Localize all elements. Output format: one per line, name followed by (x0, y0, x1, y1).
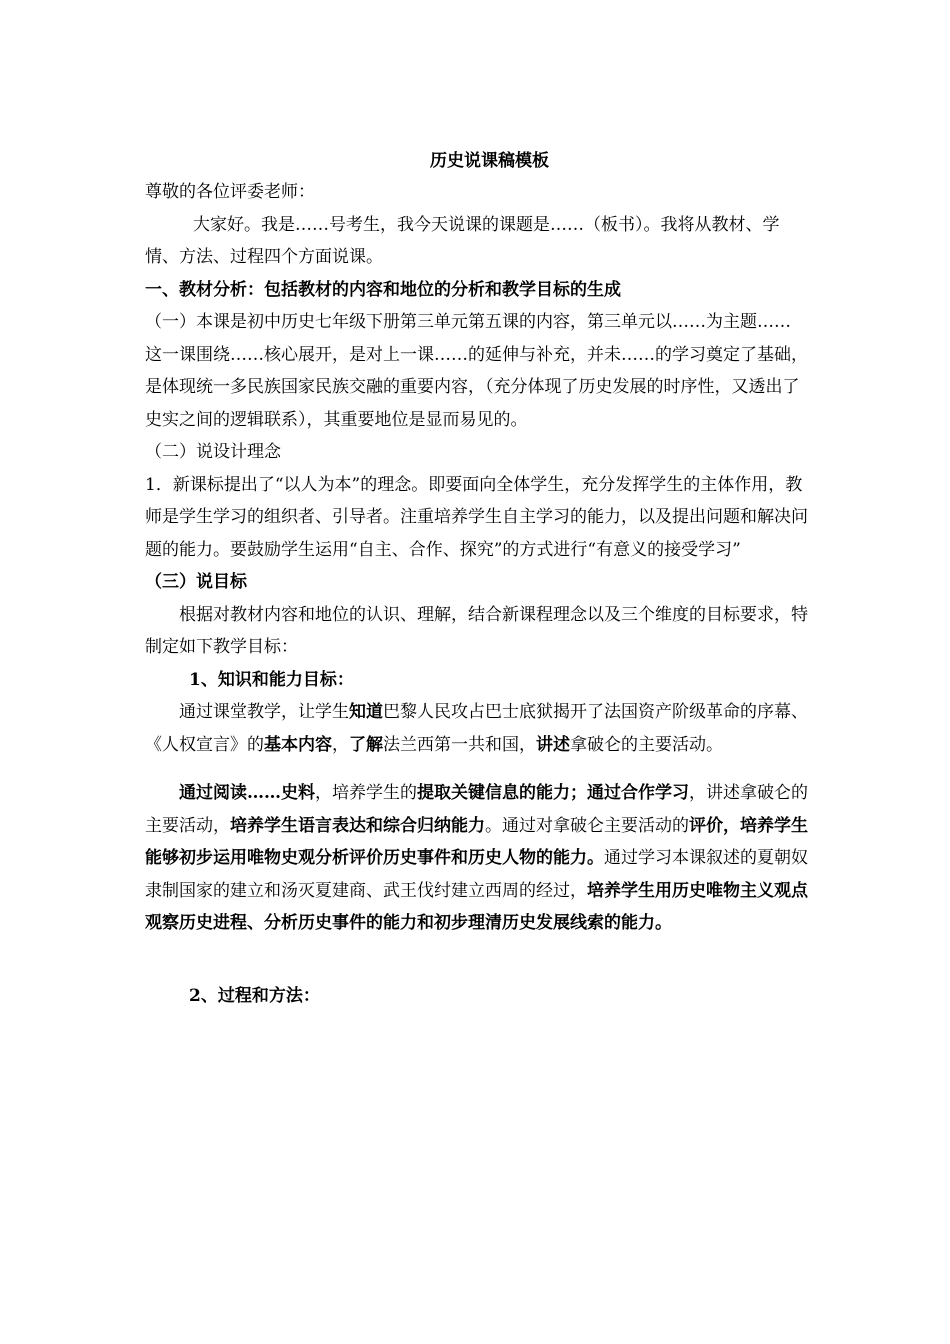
text-run: 巴黎人民攻占巴士底狱揭开了法国资产阶级革命的序幕、《人权宣言》的 (145, 702, 808, 755)
greeting: 尊敬的各位评委老师： (145, 182, 315, 202)
bold-run: 提取关键信息的能力；通过合作学习 (417, 783, 689, 803)
bold-run: 讲述 (536, 734, 570, 755)
bold-run: 了解 (349, 734, 383, 755)
text-run: 通过学习本课叙述的夏朝奴隶制国家的建立和汤灭夏建商、武王伐纣建立西周的经过， (145, 848, 808, 901)
part1-paragraph-2: 这一课围绕……核心展开，是对上一课……的延伸与补充，并未……的学习奠定了基础，是体现统一多民族国家民族交融的重要内容，（充分体现了历史发展的时序性，又透出了史实之间的逻辑联系），其重要地位是显而易见的。 (145, 344, 808, 430)
bold-run: 培养学生用历史唯物主义观点观察历史进程、分析历史事件的能力和初步理清历史发展线索的能力。 (145, 880, 808, 933)
intro-paragraph: 大家好。我是……号考生，我今天说课的课题是……（板书）。我将从教材、学情、方法、过程四个方面说课。 (145, 214, 780, 267)
bold-run: 培养学生语言表达和综合归纳能力 (230, 815, 485, 836)
bold-run: 知道 (349, 702, 383, 722)
text-run: ， (332, 734, 349, 755)
goal1-paragraph-2 (145, 777, 810, 940)
bold-run: 通过阅读……史料 (179, 783, 315, 803)
text-run: 。通过对拿破仑主要活动的 (485, 815, 689, 836)
text-run: ，讲述拿破仑的主要活动， (145, 783, 808, 836)
bold-run: 评价，培养学生能够初步运用唯物史观分析评价历史事件和历史人物的能力。 (145, 815, 808, 868)
goal1-paragraph-1 (145, 696, 810, 761)
text-run: 通过课堂教学，让学生 (179, 702, 349, 722)
part1-paragraph-1: （一）本课是初中历史七年级下册第三单元第五课的内容，第三单元以……为主题…… (145, 312, 791, 332)
goal1-heading: 1、知识和能力目标： (189, 669, 354, 690)
bold-run: 基本内容 (264, 734, 332, 755)
part3-paragraph: 根据对教材内容和地位的认识、理解，结合新课程理念以及三个维度的目标要求，特制定如下教学目标： (145, 604, 808, 657)
section1-heading: 一、教材分析：包括教材的内容和地位的分析和教学目标的生成 (145, 279, 621, 300)
text-run: ，培养学生的 (315, 783, 417, 803)
text-run: 法兰西第一共和国， (383, 734, 536, 755)
document-title: 历史说课稿模板 (430, 151, 549, 171)
part3-heading: （三）说目标 (145, 572, 247, 592)
text-run: 拿破仑的主要活动。 (570, 734, 723, 755)
part2-paragraph: 1．新课标提出了“以人为本”的理念。即要面向全体学生，充分发挥学生的主体作用，教师是学生学习的组织者、引导者。注重培养学生自主学习的能力，以及提出问题和解决问题的能力。要鼓励学生运用“自主、合作、探究”的方式进行“有意义的接受学习” (145, 474, 808, 560)
part2-heading: （二）说设计理念 (145, 442, 281, 462)
document-page (145, 146, 810, 1012)
goal2-heading: 2、过程和方法： (189, 985, 320, 1006)
